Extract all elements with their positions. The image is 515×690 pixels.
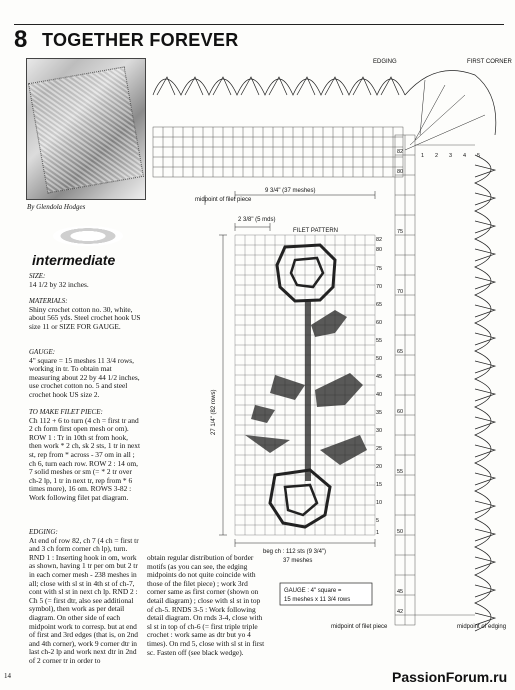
grid-row-number: 45 [376,374,383,380]
first-corner-label: FIRST CORNER [467,59,512,65]
row-number: 82 [397,149,404,155]
grid-row-number: 50 [376,356,383,362]
page-number: 14 [4,672,11,680]
gauge-box-line2: 15 meshes x 11 3/4 rows [284,597,351,603]
edge-number: 4 [463,153,467,159]
byline: By Glendola Hodges [27,203,86,211]
row-number: 70 [397,289,404,295]
meshes-label: 37 meshes [283,558,313,564]
width-label: 9 3/4" (37 meshes) [265,188,316,194]
row-number: 55 [397,469,404,475]
row-number: 65 [397,349,404,355]
grid-row-number: 82 [376,237,383,243]
edging-top [153,71,496,136]
edging-right [475,155,495,631]
row-number: 60 [397,409,404,415]
edging-section [29,528,141,666]
skill-level-badge: intermediate [32,252,116,268]
dimension-lines [205,191,375,547]
crochet-diagram [145,55,513,665]
grid-row-number: 30 [376,428,383,434]
edge-number: 3 [449,153,453,159]
rose-motif [245,245,367,527]
edging-label: EDGING: [29,528,58,536]
gauge-label: GAUGE: [29,348,56,356]
size-text: 14 1/2 by 32 inches. [29,279,89,289]
grid-row-number: 55 [376,338,383,344]
grid-row-number: 15 [376,482,383,488]
gauge-text: 4" square = 15 meshes 11 3/4 rows, working in tr. To obtain mat measuring about 22 by 44 1/2 inches, use crochet cotton no. 5 and steel crochet hook US size 2. [29,355,140,399]
midpoint-filet-label: midpoint of filet piece [195,197,252,203]
midpoint-filet-bottom: midpoint of filet piece [331,624,388,630]
skill-level-icon [53,226,123,246]
grid-row-number: 80 [376,247,383,253]
grid-row-number: 1 [376,530,380,536]
gauge-box [280,583,372,605]
gauge-section [29,348,141,400]
edging-text: At end of row 82, ch 7 (4 ch = first tr and 3 ch form corner ch lp), turn. RND 1 : Inserting hook in om, work as shown, having 1 tr per om but 2 tr in each corner mesh - 238 meshes in all; close with sl st in 4th st of ch-7, cont with sl st in next ch lp. RND 2 : Ch 5 (= first dtr, also see additional symbol), then work as per detail diagram. On other side of each midpoint work to corresp. but at end of first and 3rd edges (that is, on 2nd and 4th corner), work 9 corner dtr in last ch-2 lp and work next dtr in 2nd of 2 corner tr in order to [29,535,139,665]
grid-row-number: 35 [376,410,383,416]
midpoint-edging-label: midpoint of edging [457,624,507,630]
grid-row-number: 40 [376,392,383,398]
row-number: 80 [397,169,404,175]
filet-pattern-label: FILET PATTERN [293,228,339,234]
continued-text: obtain regular distribution of border motifs (as you can see, the edging midpoints do not quite coincide with those of the filet piece) ; work 3rd corner same as first corner (shown on detail diagram) ; close with sl st in top of ch-5. RNDS 3-5 : Work following detail diagram. On rnds 3-4, close with sl st in top of ch-6 (= first triple triple crochet : work same as dtr but yo 4 times). On rnd 5, close with sl st in first sc. Fasten off (see black wedge). [147,553,265,657]
watermark: PassionForum.ru [392,669,508,685]
materials-label: MATERIALS: [29,297,68,305]
edging-corner-lines [405,80,485,150]
grid-row-number: 5 [376,518,380,524]
size-section [29,272,141,289]
grid-row-number: 65 [376,302,383,308]
edge-number: 5 [477,153,481,159]
height-label: 27 1/4" (82 rows) [211,389,217,435]
row-number: 75 [397,229,404,235]
grid-row-number: 10 [376,500,383,506]
edge-number: 2 [435,153,439,159]
make-text: Ch 112 + 6 to turn (4 ch = first tr and 2 ch form first open mesh or om). ROW 1 : Tr in 10th st from hook, then work * 2 ch, sk 2 sts, 1 tr in next st, rep from * across - 37 om in all ; ch 6, turn each row. ROW 2 : 14 om, 7 solid meshes or sm (= * 2 tr over ch-2 lp, 1 tr in next tr, rep from * 6 times more), 16 om. ROWS 3-82 : Work following filet pat diagram. [29,415,141,502]
grid-row-number: 60 [376,320,383,326]
materials-text: Shiny crochet cotton no. 30, white, about 565 yds. Steel crochet hook US size 11 or SIZE FOR GAUGE. [29,304,141,331]
edging-label: EDGING [373,59,397,65]
grid-row-number: 70 [376,284,383,290]
materials-section [29,297,141,331]
size-label: SIZE: [29,272,46,280]
top-mesh-grid [153,127,403,177]
grid-row-number: 20 [376,464,383,470]
gauge-box-line1: GAUGE : 4" square = [284,588,342,594]
grid-row-number: 25 [376,446,383,452]
pattern-number: 8 [14,26,28,53]
page-title: TOGETHER FOREVER [42,30,239,50]
row-number: 45 [397,589,404,595]
beg-ch-label: beg ch : 112 sts (9 3/4") [263,549,327,555]
measure-top-label: 2 3/8" (5 mds) [238,217,276,223]
grid-row-number: 75 [376,266,383,272]
make-label: TO MAKE FILET PIECE: [29,408,103,416]
project-photo [26,58,146,200]
row-number: 50 [397,529,404,535]
row-number: 42 [397,609,404,615]
right-mesh-strip [395,135,475,625]
lace-texture [28,66,144,193]
make-section [29,408,141,503]
edge-number: 1 [421,153,425,159]
